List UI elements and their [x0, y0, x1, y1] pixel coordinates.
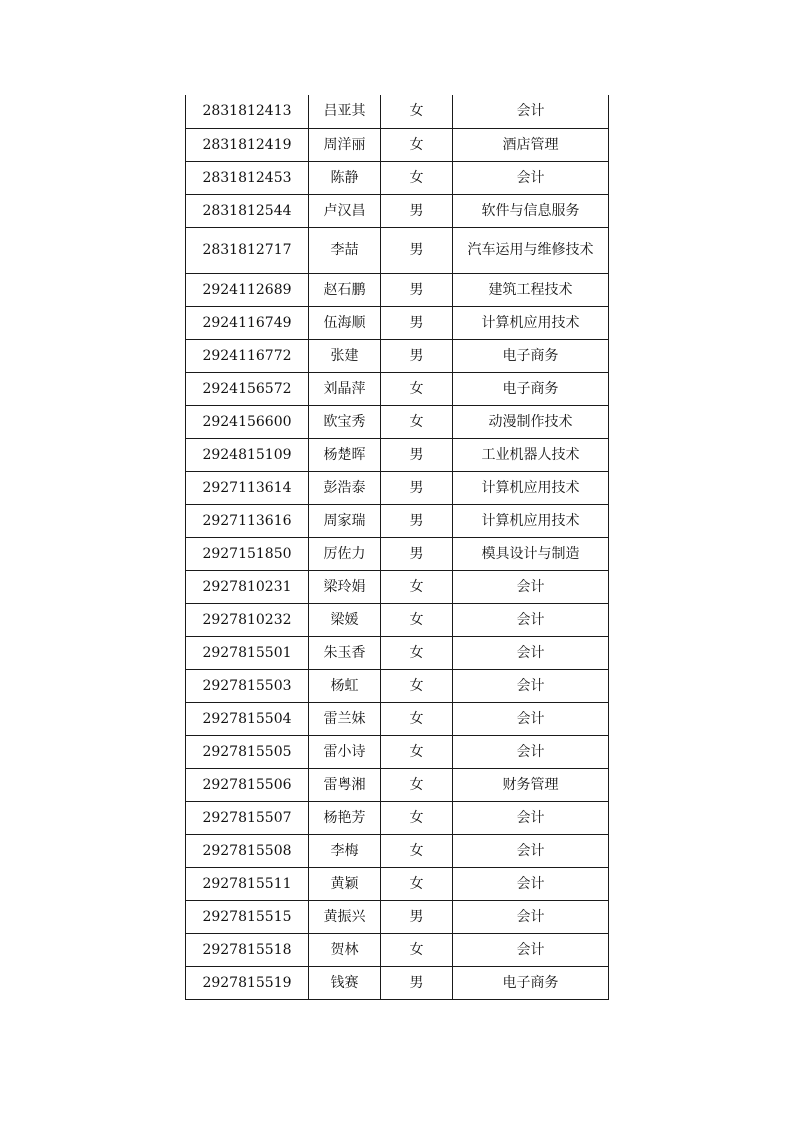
student-gender-cell: 女 — [381, 801, 453, 834]
student-major-cell: 计算机应用技术 — [453, 306, 609, 339]
roster-body — [186, 95, 609, 999]
student-name-cell: 陈静 — [309, 161, 381, 194]
student-gender-cell: 女 — [381, 372, 453, 405]
student-gender-cell: 男 — [381, 900, 453, 933]
student-id-cell: 2927815503 — [186, 669, 309, 702]
student-gender-cell: 女 — [381, 405, 453, 438]
table-row — [186, 768, 609, 801]
student-id-cell: 2924116749 — [186, 306, 309, 339]
student-id-cell: 2831812413 — [186, 95, 309, 128]
student-gender-cell: 女 — [381, 128, 453, 161]
student-gender-cell: 女 — [381, 834, 453, 867]
student-name-cell: 梁媛 — [309, 603, 381, 636]
student-name-cell: 厉佐力 — [309, 537, 381, 570]
student-gender-cell: 女 — [381, 636, 453, 669]
table-row — [186, 867, 609, 900]
student-major-cell: 酒店管理 — [453, 128, 609, 161]
table-row — [186, 900, 609, 933]
student-gender-cell: 女 — [381, 603, 453, 636]
table-row — [186, 194, 609, 227]
student-id-cell: 2927815505 — [186, 735, 309, 768]
table-row — [186, 801, 609, 834]
student-name-cell: 卢汉昌 — [309, 194, 381, 227]
student-name-cell: 黄振兴 — [309, 900, 381, 933]
student-name-cell: 赵石鹏 — [309, 273, 381, 306]
student-major-cell: 会计 — [453, 669, 609, 702]
student-major-cell: 会计 — [453, 570, 609, 603]
student-id-cell: 2831812419 — [186, 128, 309, 161]
student-id-cell: 2927810231 — [186, 570, 309, 603]
student-gender-cell: 女 — [381, 735, 453, 768]
student-name-cell: 雷粤湘 — [309, 768, 381, 801]
student-major-cell: 工业机器人技术 — [453, 438, 609, 471]
table-row — [186, 372, 609, 405]
student-gender-cell: 男 — [381, 306, 453, 339]
student-id-cell: 2924116772 — [186, 339, 309, 372]
table-row — [186, 735, 609, 768]
student-name-cell: 杨艳芳 — [309, 801, 381, 834]
student-name-cell: 张建 — [309, 339, 381, 372]
student-name-cell: 雷兰妹 — [309, 702, 381, 735]
student-gender-cell: 女 — [381, 867, 453, 900]
student-name-cell: 周洋丽 — [309, 128, 381, 161]
table-row — [186, 702, 609, 735]
student-major-cell: 会计 — [453, 801, 609, 834]
student-gender-cell: 女 — [381, 933, 453, 966]
student-name-cell: 雷小诗 — [309, 735, 381, 768]
table-row — [186, 603, 609, 636]
student-gender-cell: 男 — [381, 471, 453, 504]
student-major-cell: 电子商务 — [453, 966, 609, 999]
student-id-cell: 2927810232 — [186, 603, 309, 636]
student-name-cell: 刘晶萍 — [309, 372, 381, 405]
student-gender-cell: 男 — [381, 194, 453, 227]
table-row — [186, 636, 609, 669]
table-row — [186, 570, 609, 603]
student-gender-cell: 女 — [381, 702, 453, 735]
student-id-cell: 2927815519 — [186, 966, 309, 999]
table-row — [186, 966, 609, 999]
student-id-cell: 2927815504 — [186, 702, 309, 735]
student-id-cell: 2924112689 — [186, 273, 309, 306]
student-id-cell: 2927113616 — [186, 504, 309, 537]
student-id-cell: 2831812544 — [186, 194, 309, 227]
table-row — [186, 471, 609, 504]
student-major-cell: 会计 — [453, 900, 609, 933]
student-name-cell: 周家瑞 — [309, 504, 381, 537]
student-major-cell: 会计 — [453, 867, 609, 900]
student-major-cell: 会计 — [453, 702, 609, 735]
student-name-cell: 钱赛 — [309, 966, 381, 999]
student-major-cell: 软件与信息服务 — [453, 194, 609, 227]
student-major-cell: 建筑工程技术 — [453, 273, 609, 306]
student-major-cell: 会计 — [453, 95, 609, 128]
student-major-cell: 汽车运用与维修技术 — [453, 227, 609, 273]
student-id-cell: 2927815515 — [186, 900, 309, 933]
student-name-cell: 杨楚晖 — [309, 438, 381, 471]
student-gender-cell: 男 — [381, 438, 453, 471]
table-row — [186, 504, 609, 537]
student-id-cell: 2927815508 — [186, 834, 309, 867]
student-name-cell: 李梅 — [309, 834, 381, 867]
student-major-cell: 会计 — [453, 834, 609, 867]
student-id-cell: 2924156572 — [186, 372, 309, 405]
student-gender-cell: 女 — [381, 768, 453, 801]
student-id-cell: 2927151850 — [186, 537, 309, 570]
student-roster-table — [185, 95, 609, 1000]
student-name-cell: 梁玲娟 — [309, 570, 381, 603]
table-row — [186, 273, 609, 306]
student-id-cell: 2924815109 — [186, 438, 309, 471]
table-row — [186, 405, 609, 438]
student-id-cell: 2927815518 — [186, 933, 309, 966]
student-name-cell: 杨虹 — [309, 669, 381, 702]
table-row — [186, 669, 609, 702]
student-major-cell: 电子商务 — [453, 372, 609, 405]
student-major-cell: 动漫制作技术 — [453, 405, 609, 438]
table-row — [186, 537, 609, 570]
student-major-cell: 模具设计与制造 — [453, 537, 609, 570]
student-major-cell: 会计 — [453, 933, 609, 966]
student-name-cell: 彭浩泰 — [309, 471, 381, 504]
table-row — [186, 438, 609, 471]
student-gender-cell: 女 — [381, 161, 453, 194]
student-major-cell: 财务管理 — [453, 768, 609, 801]
student-name-cell: 欧宝秀 — [309, 405, 381, 438]
student-major-cell: 计算机应用技术 — [453, 504, 609, 537]
table-row — [186, 834, 609, 867]
student-gender-cell: 男 — [381, 227, 453, 273]
student-name-cell: 朱玉香 — [309, 636, 381, 669]
student-id-cell: 2831812453 — [186, 161, 309, 194]
table-row — [186, 227, 609, 273]
table-row — [186, 128, 609, 161]
table-row — [186, 306, 609, 339]
student-name-cell: 吕亚其 — [309, 95, 381, 128]
student-id-cell: 2924156600 — [186, 405, 309, 438]
student-gender-cell: 男 — [381, 537, 453, 570]
student-id-cell: 2927815506 — [186, 768, 309, 801]
student-major-cell: 电子商务 — [453, 339, 609, 372]
student-name-cell: 伍海顺 — [309, 306, 381, 339]
table-row — [186, 339, 609, 372]
student-id-cell: 2927815511 — [186, 867, 309, 900]
student-major-cell: 会计 — [453, 603, 609, 636]
table-row — [186, 95, 609, 128]
student-gender-cell: 男 — [381, 966, 453, 999]
student-id-cell: 2831812717 — [186, 227, 309, 273]
student-name-cell: 贺林 — [309, 933, 381, 966]
student-gender-cell: 女 — [381, 570, 453, 603]
student-gender-cell: 女 — [381, 669, 453, 702]
student-major-cell: 计算机应用技术 — [453, 471, 609, 504]
student-gender-cell: 男 — [381, 339, 453, 372]
student-major-cell: 会计 — [453, 735, 609, 768]
student-gender-cell: 女 — [381, 95, 453, 128]
student-gender-cell: 男 — [381, 273, 453, 306]
table-row — [186, 161, 609, 194]
student-id-cell: 2927815507 — [186, 801, 309, 834]
student-id-cell: 2927113614 — [186, 471, 309, 504]
student-major-cell: 会计 — [453, 636, 609, 669]
student-gender-cell: 男 — [381, 504, 453, 537]
student-id-cell: 2927815501 — [186, 636, 309, 669]
student-name-cell: 黄颖 — [309, 867, 381, 900]
student-name-cell: 李喆 — [309, 227, 381, 273]
table-row — [186, 933, 609, 966]
student-major-cell: 会计 — [453, 161, 609, 194]
